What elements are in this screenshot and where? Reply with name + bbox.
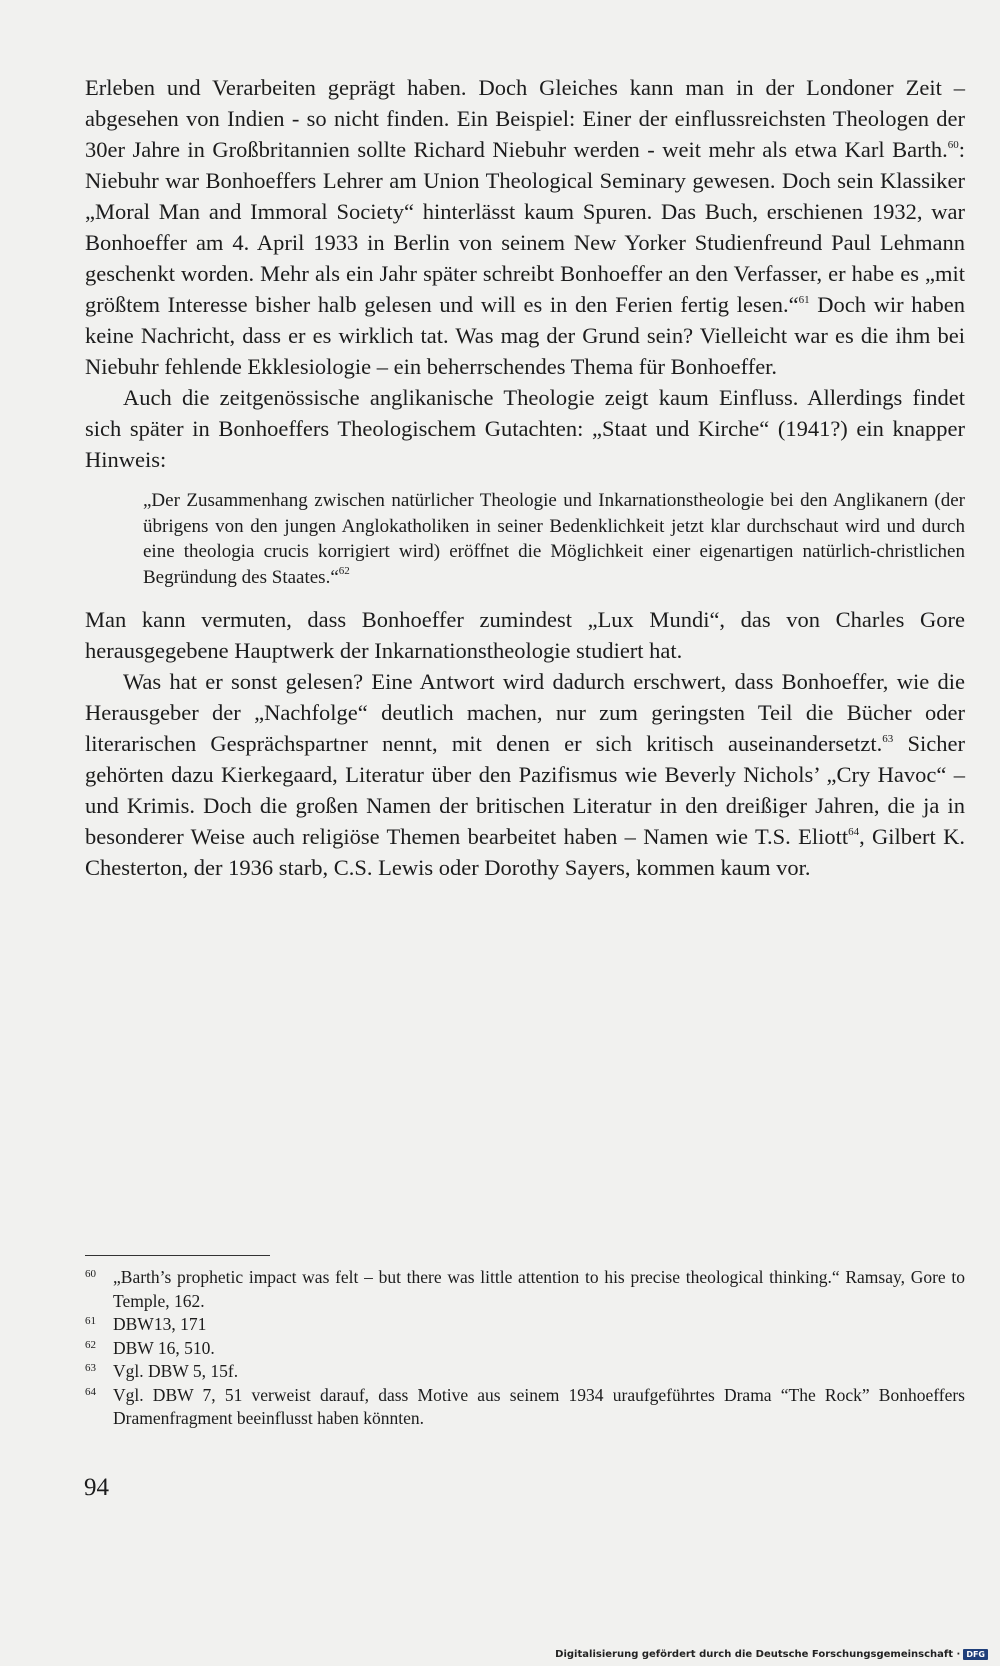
footnote-number: 64 [85, 1385, 96, 1398]
footnote-ref-60[interactable]: 60 [947, 139, 959, 151]
footnote [85, 1266, 965, 1313]
footnote [85, 1384, 965, 1431]
footnote [85, 1360, 965, 1384]
footnote-text: DBW 16, 510. [113, 1337, 215, 1358]
footnote-text: „Barth’s prophetic impact was felt – but there was little attention to his precise theological thinking.“ Ramsay, Gore to Temple, 162. [113, 1267, 965, 1311]
footnote [85, 1313, 965, 1337]
footnote [85, 1337, 965, 1361]
page-number: 94 [84, 1474, 109, 1501]
footnote-ref-61[interactable]: 61 [798, 294, 810, 306]
block-quote: „Der Zusammenhang zwischen natürlicher Theologie und Inkarnationstheologie bei den Anglikanern (der übrigens von den jungen Anglokatholiken in seiner Bedenklichkeit jetzt klar durchschaut wird und durch eine theologia crucis korrigiert wird) eröffnet die Möglichkeit einer eigenartigen natürlich-christlichen Begründung des Staates.“$^{62}$ [143, 490, 965, 588]
digitization-credit [555, 1649, 988, 1660]
footnote-ref-63[interactable]: 63 [882, 733, 894, 746]
footnote-number: 63 [85, 1362, 96, 1374]
paragraph-2: Auch die zeitgenössische anglikanische Theologie zeigt kaum Einfluss. Allerdings findet sich später in Bonhoeffers Theologischem Gutachten: „Staat und Kirche“ (1941?) ein knapper Hinweis: [85, 385, 965, 472]
dfg-logo: DFG [963, 1649, 988, 1660]
paragraph-1: Erleben und Verarbeiten geprägt haben. Doch Gleiches kann man in der Londoner Zeit – abgesehen von Indien - so nicht finden. Ein Beispiel: Einer der einflussreichsten Theologen der 30er Jahre in Großbritannien sollte Richard Niebuhr werden - weit mehr als etwa Karl Barth.$^{60}$: Niebuhr war Bonhoeffers Lehrer am Union Theological Seminary gewesen. Doch sein Klassiker „Moral Man and Immoral Society“ hinterlässt kaum Spuren. Das Buch, erschienen 1932, war Bonhoeffer am 4. April 1933 in Berlin von seinem New Yorker Studienfreund Paul Lehmann geschenkt worden. Mehr als ein Jahr später schreibt Bonhoeffer an den Verfasser, er habe es „mit größtem Interesse bisher halb gelesen und will es in den Ferien fertig lesen.“$^{61}$ Doch wir haben keine Nachricht, dass er es wirklich tat. Was mag der Grund sein? Vielleicht war es die ihm bei Niebuhr fehlende Ekklesiologie – ein beherrschendes Thema für Bonhoeffer. [85, 75, 965, 379]
footnote-divider [85, 1255, 270, 1256]
page-body [85, 72, 965, 883]
footnote-number: 60 [85, 1268, 96, 1280]
footnote-text: Vgl. DBW 5, 15f. [113, 1361, 239, 1381]
footnote-number: 61 [85, 1315, 96, 1327]
footnote-ref-64[interactable]: 64 [848, 826, 860, 839]
footnotes [85, 1255, 965, 1431]
paragraph-4: Was hat er sonst gelesen? Eine Antwort wird dadurch erschwert, dass Bonhoeffer, wie die Herausgeber der „Nachfolge“ deutlich machen, nur zum geringsten Teil die Bücher oder literarischen Gesprächspartner nennt, mit denen er sich kritisch auseinandersetzt.$^{63}$ Sicher gehörten dazu Kierkegaard, Literatur über den Pazifismus wie Beverly Nichols’ „Cry Havoc“ – und Krimis. Doch die großen Namen der britischen Literatur in den dreißiger Jahren, die ja in besonderer Weise auch religiöse Themen bearbeitet haben – Namen wie T.S. Eliott$^{64}$, Gilbert K. Chesterton, der 1936 starb, C.S. Lewis oder Dorothy Sayers, kommen kaum vor. [85, 669, 965, 881]
paragraph-3: Man kann vermuten, dass Bonhoeffer zumindest „Lux Mundi“, das von Charles Gore herausgegebene Hauptwerk der Inkarnationstheologie studiert hat. [85, 607, 965, 664]
footnote-number: 62 [85, 1338, 96, 1351]
footnote-ref-62[interactable]: 62 [338, 564, 350, 577]
footnote-text: Vgl. DBW 7, 51 verweist darauf, dass Motive aus seinem 1934 uraufgeführtes Drama “The Rock” Bonhoeffers Dramenfragment beeinflusst haben könnten. [113, 1384, 965, 1428]
credit-text: Digitalisierung gefördert durch die Deutsche Forschungsgemeinschaft · [555, 1649, 961, 1660]
footnote-text: DBW13, 171 [113, 1314, 207, 1334]
